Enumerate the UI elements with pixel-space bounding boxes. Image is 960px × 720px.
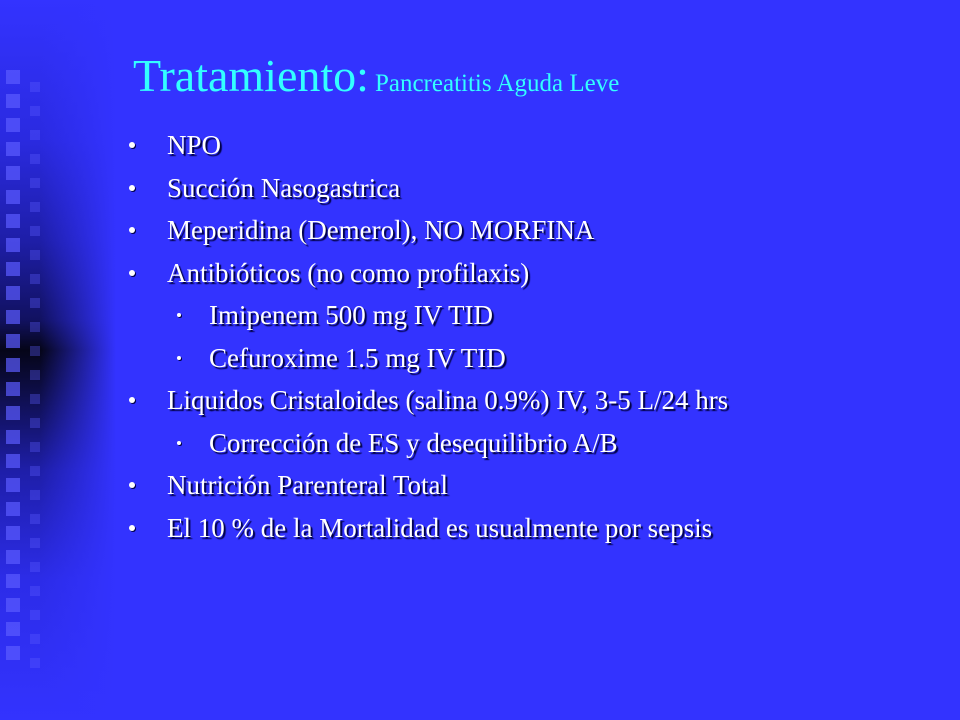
decorative-square <box>30 442 40 452</box>
decorative-square <box>6 574 20 588</box>
bullet-text: Corrección de ES y desequilibrio A/B <box>209 427 618 458</box>
bullet-dot-icon <box>129 397 135 403</box>
decorative-square <box>6 142 20 156</box>
decorative-square <box>30 394 40 404</box>
decorative-square <box>6 238 20 252</box>
bullet-dot-icon <box>129 142 135 148</box>
decorative-square <box>6 358 20 372</box>
decorative-square <box>30 250 40 260</box>
decorative-square <box>6 166 20 180</box>
decorative-square <box>6 118 20 132</box>
bullet-item <box>127 167 728 210</box>
bullet-item <box>127 294 728 337</box>
slide-subtitle: Pancreatitis Aguda Leve <box>374 70 620 97</box>
decorative-square <box>6 430 20 444</box>
bullet-dot-icon <box>177 356 181 360</box>
decorative-square <box>30 538 40 548</box>
bullet-item <box>127 507 728 550</box>
decorative-square <box>30 274 40 284</box>
bullet-dot-icon <box>129 185 135 191</box>
decorative-square <box>6 406 20 420</box>
decorative-square <box>6 382 20 396</box>
decorative-square <box>30 346 40 356</box>
decorative-square <box>6 622 20 636</box>
bullet-item <box>127 252 728 295</box>
decorative-square <box>30 370 40 380</box>
bullet-list <box>127 124 728 549</box>
decorative-square <box>6 478 20 492</box>
slide-title-main: Tratamiento: <box>133 50 369 101</box>
decorative-square <box>6 94 20 108</box>
decorative-square <box>30 418 40 428</box>
bullet-dot-icon <box>177 313 181 317</box>
decorative-square <box>6 214 20 228</box>
bullet-text: Nutrición Parenteral Total <box>167 470 449 500</box>
decorative-square <box>30 82 40 92</box>
bullet-item <box>127 464 728 507</box>
decorative-square <box>30 178 40 188</box>
decorative-square <box>6 286 20 300</box>
decorative-square <box>6 454 20 468</box>
bullet-item <box>127 422 728 465</box>
decorative-square <box>30 466 40 476</box>
decorative-square <box>30 154 40 164</box>
decorative-square <box>6 190 20 204</box>
decorative-square <box>30 610 40 620</box>
decorative-square <box>30 130 40 140</box>
decorative-square <box>6 70 20 84</box>
decorative-square <box>6 502 20 516</box>
decorative-square <box>30 226 40 236</box>
decorative-square <box>30 322 40 332</box>
bullet-text: Cefuroxime 1.5 mg IV TID <box>209 342 506 373</box>
decorative-square <box>6 262 20 276</box>
decorative-square <box>30 562 40 572</box>
decorative-squares <box>6 70 22 670</box>
bullet-text: El 10 % de la Mortalidad es usualmente por sepsis <box>167 512 713 543</box>
decorative-square <box>30 298 40 308</box>
decorative-square <box>30 202 40 212</box>
bullet-text: Meperidina (Demerol), NO MORFINA <box>167 215 595 245</box>
bullet-item <box>127 209 728 252</box>
decorative-square <box>6 310 20 324</box>
decorative-square <box>6 334 20 348</box>
bullet-text: NPO <box>167 130 222 160</box>
bullet-text: Liquidos Cristaloides (salina 0.9%) IV, 3-5 L/24 hrs <box>167 385 729 415</box>
bullet-dot-icon <box>129 227 135 233</box>
decorative-square <box>6 526 20 540</box>
bullet-text: Imipenem 500 mg IV TID <box>209 300 493 330</box>
decorative-square <box>30 106 40 116</box>
decorative-square <box>6 646 20 660</box>
decorative-square <box>6 598 20 612</box>
decorative-square <box>30 634 40 644</box>
bullet-text: Succión Nasogastrica <box>167 172 401 203</box>
bullet-dot-icon <box>177 441 181 445</box>
decorative-square <box>30 490 40 500</box>
decorative-square <box>30 514 40 524</box>
decorative-square <box>30 658 40 668</box>
slide-title <box>133 48 619 104</box>
bullet-dot-icon <box>129 482 135 488</box>
bullet-item <box>127 337 728 380</box>
decorative-band-fade <box>40 0 116 720</box>
bullet-dot-icon <box>129 270 135 276</box>
decorative-square <box>30 586 40 596</box>
bullet-item <box>127 379 728 422</box>
decorative-square <box>6 550 20 564</box>
bullet-item <box>127 124 728 167</box>
bullet-dot-icon <box>129 525 135 531</box>
bullet-text: Antibióticos (no como profilaxis) <box>167 257 530 288</box>
